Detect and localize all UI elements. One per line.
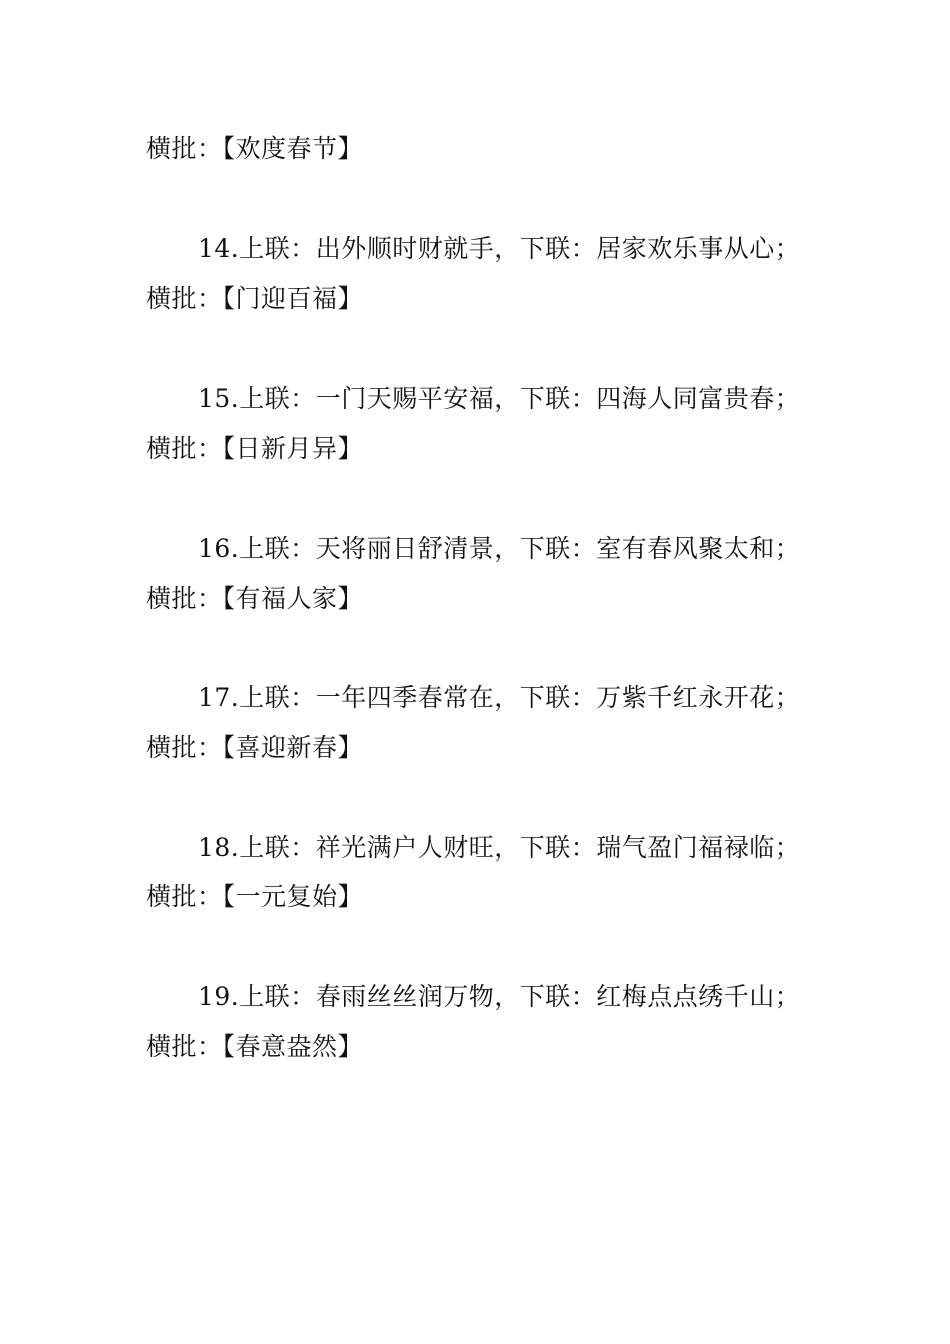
couplet-line-14: 14.上联：出外顺时财就手，下联：居家欢乐事从心； bbox=[198, 234, 801, 263]
couplet-line-17: 17.上联：一年四季春常在，下联：万紫千红永开花； bbox=[198, 683, 801, 712]
couplet-line-18: 18.上联：祥光满户人财旺，下联：瑞气盈门福禄临； bbox=[198, 833, 801, 862]
horizontal-scroll-line-17: 横批：【喜迎新春】 bbox=[146, 733, 364, 762]
horizontal-scroll-line-13: 横批：【欢度春节】 bbox=[146, 134, 364, 163]
horizontal-scroll-line-15: 横批：【日新月异】 bbox=[146, 434, 364, 463]
horizontal-scroll-line-16: 横批：【有福人家】 bbox=[146, 584, 364, 613]
couplet-line-15: 15.上联：一门天赐平安福，下联：四海人同富贵春； bbox=[198, 384, 801, 413]
horizontal-scroll-line-18: 横批：【一元复始】 bbox=[146, 882, 364, 911]
couplet-line-16: 16.上联：天将丽日舒清景，下联：室有春风聚太和； bbox=[198, 534, 801, 563]
horizontal-scroll-line-14: 横批：【门迎百福】 bbox=[146, 284, 364, 313]
horizontal-scroll-line-19: 横批：【春意盎然】 bbox=[146, 1032, 364, 1061]
couplet-line-19: 19.上联：春雨丝丝润万物，下联：红梅点点绣千山； bbox=[198, 982, 801, 1011]
